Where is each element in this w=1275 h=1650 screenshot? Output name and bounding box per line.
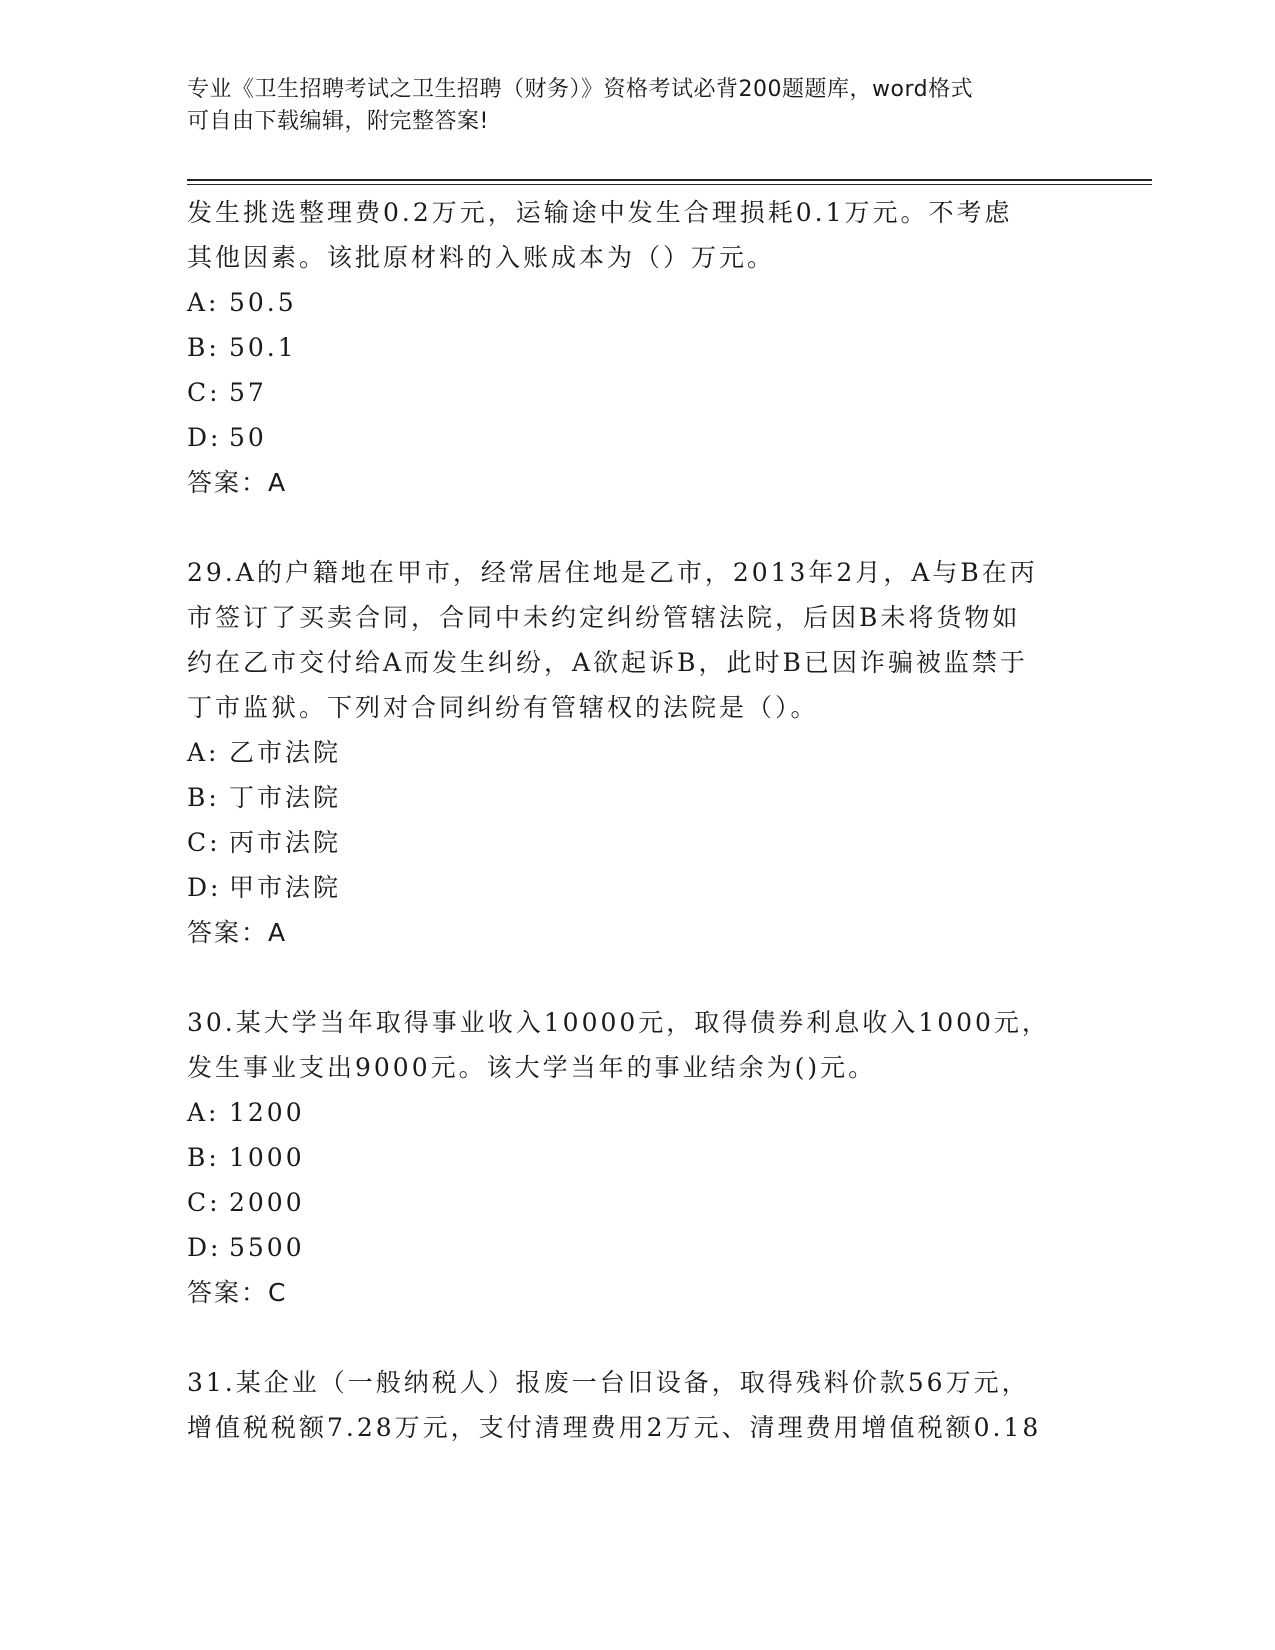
answer-line: 答案：A — [187, 918, 288, 947]
option-key: D: — [187, 423, 222, 452]
option-key: B: — [187, 1143, 220, 1172]
option-text: 丙市法院 — [229, 828, 342, 857]
question-text-line: 其他因素。该批原材料的入账成本为（）万元。 — [187, 243, 776, 272]
question-text-line: 丁市监狱。下列对合同纠纷有管辖权的法院是（）。 — [187, 693, 819, 722]
header-rule-thick — [187, 179, 1152, 181]
option-a — [187, 730, 1087, 775]
option-text: 5500 — [229, 1233, 305, 1262]
answer-line: 答案：C — [187, 1278, 288, 1307]
option-c — [187, 1180, 1087, 1225]
option-d — [187, 415, 1087, 460]
option-b — [187, 775, 1087, 820]
header-line-1: 专业《卫生招聘考试之卫生招聘（财务）》资格考试必背200题题库，word格式 — [187, 77, 974, 102]
option-text: 1000 — [229, 1143, 305, 1172]
question-block — [187, 550, 1087, 955]
option-key: C: — [187, 378, 221, 407]
option-key: C: — [187, 828, 221, 857]
option-text: 乙市法院 — [229, 738, 342, 767]
option-text: 1200 — [229, 1098, 305, 1127]
header-rule-thin — [187, 184, 1152, 185]
option-text: 57 — [229, 378, 267, 407]
document-header — [187, 74, 1067, 138]
option-key: B: — [187, 333, 220, 362]
question-text-line: 29.A的户籍地在甲市，经常居住地是乙市，2013年2月，A与B在丙 — [187, 558, 1038, 587]
question-text-line: 市签订了买卖合同，合同中未约定纠纷管辖法院，后因B未将货物如 — [187, 603, 1021, 632]
option-a — [187, 280, 1087, 325]
option-d — [187, 865, 1087, 910]
option-key: C: — [187, 1188, 221, 1217]
option-key: A: — [187, 1098, 220, 1127]
option-key: A: — [187, 738, 220, 767]
option-d — [187, 1225, 1087, 1270]
option-a — [187, 1090, 1087, 1135]
option-key: B: — [187, 783, 220, 812]
question-text-line: 发生事业支出9000元。该大学当年的事业结余为()元。 — [187, 1053, 877, 1082]
header-line-2: 可自由下载编辑，附完整答案! — [187, 109, 489, 134]
question-block — [187, 1360, 1087, 1450]
option-c — [187, 370, 1087, 415]
question-block — [187, 1000, 1087, 1315]
question-text-line: 31.某企业（一般纳税人）报废一台旧设备，取得残料价款56万元， — [187, 1368, 1030, 1397]
option-text: 50.5 — [229, 288, 297, 317]
option-b — [187, 325, 1087, 370]
question-list — [187, 190, 1087, 1450]
answer-line: 答案：A — [187, 468, 288, 497]
option-key: D: — [187, 1233, 222, 1262]
question-text-line: 约在乙市交付给A而发生纠纷，A欲起诉B，此时B已因诈骗被监禁于 — [187, 648, 1028, 677]
option-text: 甲市法院 — [229, 873, 342, 902]
question-text-line: 发生挑选整理费0.2万元，运输途中发生合理损耗0.1万元。不考虑 — [187, 198, 1013, 227]
option-text: 50.1 — [229, 333, 297, 362]
option-c — [187, 820, 1087, 865]
question-text-line: 30.某大学当年取得事业收入10000元，取得债券利息收入1000元， — [187, 1008, 1050, 1037]
option-text: 2000 — [229, 1188, 305, 1217]
question-text-line: 增值税税额7.28万元，支付清理费用2万元、清理费用增值税额0.18 — [187, 1413, 1042, 1442]
question-block — [187, 190, 1087, 505]
option-key: A: — [187, 288, 220, 317]
option-text: 50 — [229, 423, 267, 452]
option-key: D: — [187, 873, 222, 902]
option-text: 丁市法院 — [229, 783, 342, 812]
option-b — [187, 1135, 1087, 1180]
